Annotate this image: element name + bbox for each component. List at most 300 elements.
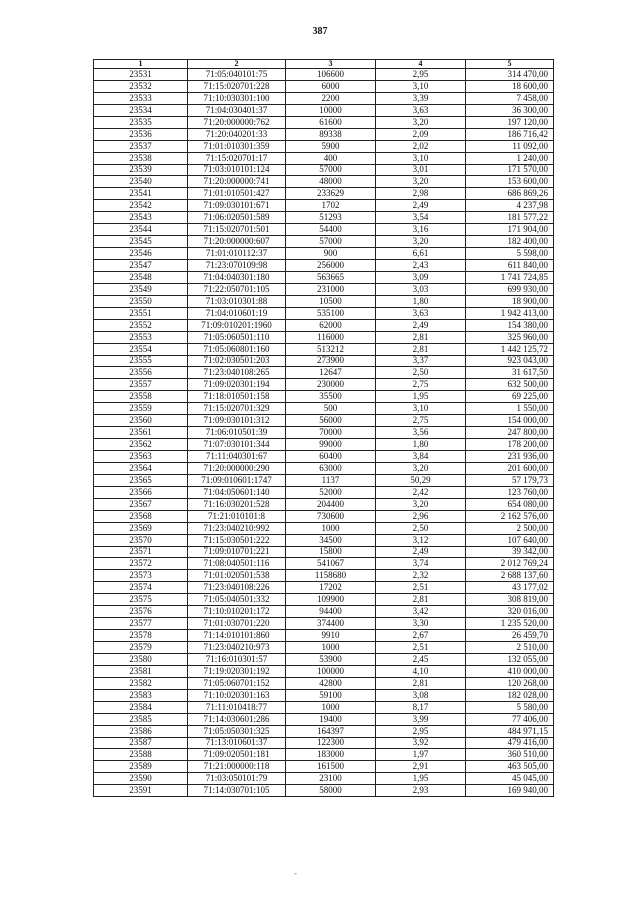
- cadastral-number-cell: 71:15:020701:329: [188, 403, 286, 415]
- value-cell: 60400: [286, 451, 376, 463]
- amount-cell: 132 055,00: [466, 653, 554, 665]
- table-row: [94, 618, 554, 630]
- row-number-cell: 23581: [94, 665, 188, 677]
- rate-cell: 2,91: [376, 761, 466, 773]
- rate-cell: 3,20: [376, 236, 466, 248]
- row-number-cell: 23555: [94, 355, 188, 367]
- column-header: 4: [376, 60, 466, 69]
- row-number-cell: 23580: [94, 653, 188, 665]
- rate-cell: 3,63: [376, 104, 466, 116]
- row-number-cell: 23546: [94, 248, 188, 260]
- table-row: [94, 451, 554, 463]
- rate-cell: 2,45: [376, 653, 466, 665]
- table-row: [94, 653, 554, 665]
- table-row: [94, 80, 554, 92]
- value-cell: 1158680: [286, 570, 376, 582]
- table-row: [94, 343, 554, 355]
- amount-cell: 654 080,00: [466, 498, 554, 510]
- cadastral-number-cell: 71:05:060701:152: [188, 677, 286, 689]
- table-row: [94, 486, 554, 498]
- table-row: [94, 69, 554, 81]
- value-cell: 513212: [286, 343, 376, 355]
- row-number-cell: 23564: [94, 462, 188, 474]
- amount-cell: 171 904,00: [466, 224, 554, 236]
- row-number-cell: 23532: [94, 80, 188, 92]
- value-cell: 10000: [286, 104, 376, 116]
- value-cell: 730600: [286, 510, 376, 522]
- table-row: [94, 355, 554, 367]
- amount-cell: 2 510,00: [466, 642, 554, 654]
- cadastral-number-cell: 71:02:030501:203: [188, 355, 286, 367]
- row-number-cell: 23557: [94, 379, 188, 391]
- table-row: [94, 367, 554, 379]
- row-number-cell: 23551: [94, 307, 188, 319]
- table-row: [94, 307, 554, 319]
- cadastral-number-cell: 71:18:010501:158: [188, 391, 286, 403]
- value-cell: 535100: [286, 307, 376, 319]
- table-row: [94, 677, 554, 689]
- amount-cell: 1 942 413,00: [466, 307, 554, 319]
- table-row: [94, 116, 554, 128]
- value-cell: 52000: [286, 486, 376, 498]
- cadastral-number-cell: 71:01:010301:359: [188, 140, 286, 152]
- table-row: [94, 725, 554, 737]
- table-row: [94, 761, 554, 773]
- column-header: 2: [188, 60, 286, 69]
- row-number-cell: 23577: [94, 618, 188, 630]
- rate-cell: 6,61: [376, 248, 466, 260]
- row-number-cell: 23558: [94, 391, 188, 403]
- amount-cell: 632 500,00: [466, 379, 554, 391]
- value-cell: 10500: [286, 295, 376, 307]
- row-number-cell: 23548: [94, 271, 188, 283]
- amount-cell: 31 617,50: [466, 367, 554, 379]
- table-header-row: [94, 60, 554, 69]
- value-cell: 122300: [286, 737, 376, 749]
- amount-cell: 201 600,00: [466, 462, 554, 474]
- amount-cell: 463 505,00: [466, 761, 554, 773]
- table-row: [94, 737, 554, 749]
- amount-cell: 181 577,22: [466, 212, 554, 224]
- cadastral-number-cell: 71:22:050701:105: [188, 283, 286, 295]
- column-header: 3: [286, 60, 376, 69]
- amount-cell: 182 400,00: [466, 236, 554, 248]
- table-row: [94, 200, 554, 212]
- amount-cell: 26 459,70: [466, 630, 554, 642]
- table-row: [94, 188, 554, 200]
- table-row: [94, 630, 554, 642]
- rate-cell: 2,09: [376, 128, 466, 140]
- table-row: [94, 773, 554, 785]
- value-cell: 230000: [286, 379, 376, 391]
- rate-cell: 3,84: [376, 451, 466, 463]
- amount-cell: 923 043,00: [466, 355, 554, 367]
- table-row: [94, 594, 554, 606]
- row-number-cell: 23571: [94, 546, 188, 558]
- table-row: [94, 379, 554, 391]
- amount-cell: 178 200,00: [466, 439, 554, 451]
- column-header: 5: [466, 60, 554, 69]
- cadastral-number-cell: 71:23:070109:98: [188, 260, 286, 272]
- value-cell: 9910: [286, 630, 376, 642]
- table-row: [94, 534, 554, 546]
- cadastral-number-cell: 71:21:010101:8: [188, 510, 286, 522]
- amount-cell: 197 120,00: [466, 116, 554, 128]
- row-number-cell: 23550: [94, 295, 188, 307]
- value-cell: 17202: [286, 582, 376, 594]
- row-number-cell: 23531: [94, 69, 188, 81]
- value-cell: 59100: [286, 689, 376, 701]
- amount-cell: 123 760,00: [466, 486, 554, 498]
- row-number-cell: 23538: [94, 152, 188, 164]
- table-row: [94, 474, 554, 486]
- amount-cell: 69 225,00: [466, 391, 554, 403]
- cadastral-number-cell: 71:01:010501:427: [188, 188, 286, 200]
- rate-cell: 3,30: [376, 618, 466, 630]
- rate-cell: 3,63: [376, 307, 466, 319]
- row-number-cell: 23541: [94, 188, 188, 200]
- cadastral-number-cell: 71:04:010601:19: [188, 307, 286, 319]
- rate-cell: 3,10: [376, 152, 466, 164]
- table-row: [94, 271, 554, 283]
- table-row: [94, 642, 554, 654]
- cadastral-number-cell: 71:13:010601:37: [188, 737, 286, 749]
- table-row: [94, 92, 554, 104]
- value-cell: 19400: [286, 713, 376, 725]
- rate-cell: 2,95: [376, 69, 466, 81]
- rate-cell: 3,10: [376, 80, 466, 92]
- row-number-cell: 23590: [94, 773, 188, 785]
- row-number-cell: 23575: [94, 594, 188, 606]
- data-table: [93, 59, 554, 797]
- amount-cell: 18 900,00: [466, 295, 554, 307]
- value-cell: 106600: [286, 69, 376, 81]
- row-number-cell: 23572: [94, 558, 188, 570]
- rate-cell: 3,20: [376, 498, 466, 510]
- amount-cell: 39 342,00: [466, 546, 554, 558]
- cadastral-number-cell: 71:19:020301:192: [188, 665, 286, 677]
- amount-cell: 2 500,00: [466, 522, 554, 534]
- row-number-cell: 23545: [94, 236, 188, 248]
- table-row: [94, 331, 554, 343]
- table-row: [94, 665, 554, 677]
- amount-cell: 611 840,00: [466, 260, 554, 272]
- row-number-cell: 23560: [94, 415, 188, 427]
- amount-cell: 479 416,00: [466, 737, 554, 749]
- table-row: [94, 785, 554, 797]
- cadastral-number-cell: 71:09:010701:221: [188, 546, 286, 558]
- value-cell: 541067: [286, 558, 376, 570]
- rate-cell: 2,93: [376, 785, 466, 797]
- cadastral-number-cell: 71:09:030101:671: [188, 200, 286, 212]
- value-cell: 89338: [286, 128, 376, 140]
- table-row: [94, 510, 554, 522]
- row-number-cell: 23566: [94, 486, 188, 498]
- amount-cell: 154 000,00: [466, 415, 554, 427]
- table-row: [94, 164, 554, 176]
- cadastral-number-cell: 71:11:010418:77: [188, 701, 286, 713]
- value-cell: 62000: [286, 319, 376, 331]
- rate-cell: 50,29: [376, 474, 466, 486]
- table-row: [94, 701, 554, 713]
- value-cell: 1702: [286, 200, 376, 212]
- rate-cell: 3,09: [376, 271, 466, 283]
- row-number-cell: 23587: [94, 737, 188, 749]
- amount-cell: 18 600,00: [466, 80, 554, 92]
- rate-cell: 1,80: [376, 295, 466, 307]
- cadastral-number-cell: 71:03:050101:79: [188, 773, 286, 785]
- rate-cell: 3,16: [376, 224, 466, 236]
- amount-cell: 171 570,00: [466, 164, 554, 176]
- rate-cell: 2,42: [376, 486, 466, 498]
- table-row: [94, 546, 554, 558]
- value-cell: 63000: [286, 462, 376, 474]
- cadastral-number-cell: 71:01:030701:220: [188, 618, 286, 630]
- rate-cell: 4,10: [376, 665, 466, 677]
- rate-cell: 2,81: [376, 677, 466, 689]
- row-number-cell: 23533: [94, 92, 188, 104]
- row-number-cell: 23591: [94, 785, 188, 797]
- table-row: [94, 558, 554, 570]
- value-cell: 53900: [286, 653, 376, 665]
- row-number-cell: 23562: [94, 439, 188, 451]
- amount-cell: 2 162 576,00: [466, 510, 554, 522]
- row-number-cell: 23549: [94, 283, 188, 295]
- value-cell: 70000: [286, 427, 376, 439]
- amount-cell: 320 016,00: [466, 606, 554, 618]
- table-row: [94, 439, 554, 451]
- rate-cell: 2,02: [376, 140, 466, 152]
- amount-cell: 36 300,00: [466, 104, 554, 116]
- table-row: [94, 152, 554, 164]
- amount-cell: 57 179,73: [466, 474, 554, 486]
- value-cell: 61600: [286, 116, 376, 128]
- cadastral-number-cell: 71:20:000000:741: [188, 176, 286, 188]
- amount-cell: 1 235 520,00: [466, 618, 554, 630]
- page-number: 387: [312, 26, 328, 37]
- row-number-cell: 23542: [94, 200, 188, 212]
- table-row: [94, 498, 554, 510]
- table-row: [94, 212, 554, 224]
- cadastral-number-cell: 71:04:040301:180: [188, 271, 286, 283]
- cadastral-number-cell: 71:15:020701:17: [188, 152, 286, 164]
- value-cell: 161500: [286, 761, 376, 773]
- rate-cell: 3,10: [376, 403, 466, 415]
- row-number-cell: 23552: [94, 319, 188, 331]
- value-cell: 57000: [286, 236, 376, 248]
- table-row: [94, 522, 554, 534]
- value-cell: 273900: [286, 355, 376, 367]
- rate-cell: 3,12: [376, 534, 466, 546]
- value-cell: 58000: [286, 785, 376, 797]
- row-number-cell: 23543: [94, 212, 188, 224]
- table-row: [94, 260, 554, 272]
- value-cell: 48000: [286, 176, 376, 188]
- rate-cell: 3,42: [376, 606, 466, 618]
- value-cell: 1137: [286, 474, 376, 486]
- amount-cell: 484 971,15: [466, 725, 554, 737]
- rate-cell: 2,51: [376, 642, 466, 654]
- amount-cell: 360 510,00: [466, 749, 554, 761]
- rate-cell: 2,50: [376, 367, 466, 379]
- cadastral-number-cell: 71:03:010101:124: [188, 164, 286, 176]
- rate-cell: 2,32: [376, 570, 466, 582]
- row-number-cell: 23589: [94, 761, 188, 773]
- value-cell: 1000: [286, 642, 376, 654]
- cadastral-number-cell: 71:04:050601:140: [188, 486, 286, 498]
- value-cell: 400: [286, 152, 376, 164]
- value-cell: 116000: [286, 331, 376, 343]
- amount-cell: 1 240,00: [466, 152, 554, 164]
- rate-cell: 3,37: [376, 355, 466, 367]
- cadastral-number-cell: 71:09:010201:1960: [188, 319, 286, 331]
- amount-cell: 43 177,02: [466, 582, 554, 594]
- value-cell: 5900: [286, 140, 376, 152]
- amount-cell: 308 819,00: [466, 594, 554, 606]
- row-number-cell: 23588: [94, 749, 188, 761]
- table-row: [94, 140, 554, 152]
- cadastral-number-cell: 71:08:040501:116: [188, 558, 286, 570]
- cadastral-number-cell: 71:01:010112:37: [188, 248, 286, 260]
- value-cell: 51293: [286, 212, 376, 224]
- table-row: [94, 713, 554, 725]
- rate-cell: 3,03: [376, 283, 466, 295]
- table-row: [94, 749, 554, 761]
- row-number-cell: 23544: [94, 224, 188, 236]
- rate-cell: 2,81: [376, 594, 466, 606]
- rate-cell: 2,75: [376, 415, 466, 427]
- rate-cell: 3,08: [376, 689, 466, 701]
- amount-cell: 154 380,00: [466, 319, 554, 331]
- amount-cell: 11 092,00: [466, 140, 554, 152]
- value-cell: 15800: [286, 546, 376, 558]
- table-row: [94, 606, 554, 618]
- table-row: [94, 391, 554, 403]
- value-cell: 99000: [286, 439, 376, 451]
- cadastral-number-cell: 71:23:040210:973: [188, 642, 286, 654]
- cadastral-number-cell: 71:09:020301:194: [188, 379, 286, 391]
- row-number-cell: 23576: [94, 606, 188, 618]
- rate-cell: 3,74: [376, 558, 466, 570]
- value-cell: 23100: [286, 773, 376, 785]
- cadastral-number-cell: 71:23:040108:226: [188, 582, 286, 594]
- table-row: [94, 236, 554, 248]
- cadastral-number-cell: 71:23:040210:992: [188, 522, 286, 534]
- cadastral-number-cell: 71:09:020501:181: [188, 749, 286, 761]
- value-cell: 183000: [286, 749, 376, 761]
- rate-cell: 2,98: [376, 188, 466, 200]
- row-number-cell: 23535: [94, 116, 188, 128]
- cadastral-number-cell: 71:20:000000:290: [188, 462, 286, 474]
- rate-cell: 3,56: [376, 427, 466, 439]
- cadastral-number-cell: 71:09:030101:312: [188, 415, 286, 427]
- rate-cell: 8,17: [376, 701, 466, 713]
- amount-cell: 2 012 769,24: [466, 558, 554, 570]
- value-cell: 374400: [286, 618, 376, 630]
- cadastral-number-cell: 71:16:010301:57: [188, 653, 286, 665]
- rate-cell: 2,51: [376, 582, 466, 594]
- table-row: [94, 128, 554, 140]
- value-cell: 204400: [286, 498, 376, 510]
- row-number-cell: 23585: [94, 713, 188, 725]
- cadastral-number-cell: 71:15:020701:501: [188, 224, 286, 236]
- row-number-cell: 23537: [94, 140, 188, 152]
- rate-cell: 3,20: [376, 462, 466, 474]
- footer-mark: -: [294, 868, 297, 878]
- amount-cell: 4 237,98: [466, 200, 554, 212]
- row-number-cell: 23553: [94, 331, 188, 343]
- rate-cell: 2,81: [376, 343, 466, 355]
- row-number-cell: 23579: [94, 642, 188, 654]
- row-number-cell: 23561: [94, 427, 188, 439]
- table-row: [94, 224, 554, 236]
- rate-cell: 2,43: [376, 260, 466, 272]
- row-number-cell: 23534: [94, 104, 188, 116]
- table-row: [94, 462, 554, 474]
- column-header: 1: [94, 60, 188, 69]
- rate-cell: 3,54: [376, 212, 466, 224]
- cadastral-number-cell: 71:21:000000:118: [188, 761, 286, 773]
- cadastral-number-cell: 71:14:030701:105: [188, 785, 286, 797]
- table-row: [94, 403, 554, 415]
- value-cell: 256000: [286, 260, 376, 272]
- rate-cell: 2,49: [376, 200, 466, 212]
- row-number-cell: 23574: [94, 582, 188, 594]
- row-number-cell: 23582: [94, 677, 188, 689]
- value-cell: 94400: [286, 606, 376, 618]
- rate-cell: 2,50: [376, 522, 466, 534]
- cadastral-number-cell: 71:15:020701:228: [188, 80, 286, 92]
- rate-cell: 3,01: [376, 164, 466, 176]
- cadastral-number-cell: 71:10:010201:172: [188, 606, 286, 618]
- cadastral-number-cell: 71:11:040301:67: [188, 451, 286, 463]
- amount-cell: 169 940,00: [466, 785, 554, 797]
- table-row: [94, 570, 554, 582]
- row-number-cell: 23559: [94, 403, 188, 415]
- amount-cell: 231 936,00: [466, 451, 554, 463]
- rate-cell: 1,80: [376, 439, 466, 451]
- cadastral-number-cell: 71:06:010501:39: [188, 427, 286, 439]
- rate-cell: 2,67: [376, 630, 466, 642]
- cadastral-number-cell: 71:05:060801:160: [188, 343, 286, 355]
- cadastral-number-cell: 71:10:020301:163: [188, 689, 286, 701]
- value-cell: 233629: [286, 188, 376, 200]
- value-cell: 164397: [286, 725, 376, 737]
- cadastral-number-cell: 71:15:030501:222: [188, 534, 286, 546]
- row-number-cell: 23563: [94, 451, 188, 463]
- rate-cell: 2,81: [376, 331, 466, 343]
- amount-cell: 1 741 724,85: [466, 271, 554, 283]
- table-row: [94, 104, 554, 116]
- row-number-cell: 23584: [94, 701, 188, 713]
- amount-cell: 247 800,00: [466, 427, 554, 439]
- cadastral-number-cell: 71:20:000000:762: [188, 116, 286, 128]
- rate-cell: 2,49: [376, 546, 466, 558]
- amount-cell: 410 000,00: [466, 665, 554, 677]
- table-row: [94, 582, 554, 594]
- amount-cell: 5 598,00: [466, 248, 554, 260]
- value-cell: 12647: [286, 367, 376, 379]
- amount-cell: 153 600,00: [466, 176, 554, 188]
- row-number-cell: 23556: [94, 367, 188, 379]
- row-number-cell: 23539: [94, 164, 188, 176]
- row-number-cell: 23554: [94, 343, 188, 355]
- row-number-cell: 23570: [94, 534, 188, 546]
- amount-cell: 699 930,00: [466, 283, 554, 295]
- cadastral-number-cell: 71:23:040108:265: [188, 367, 286, 379]
- row-number-cell: 23573: [94, 570, 188, 582]
- cadastral-number-cell: 71:05:040501:332: [188, 594, 286, 606]
